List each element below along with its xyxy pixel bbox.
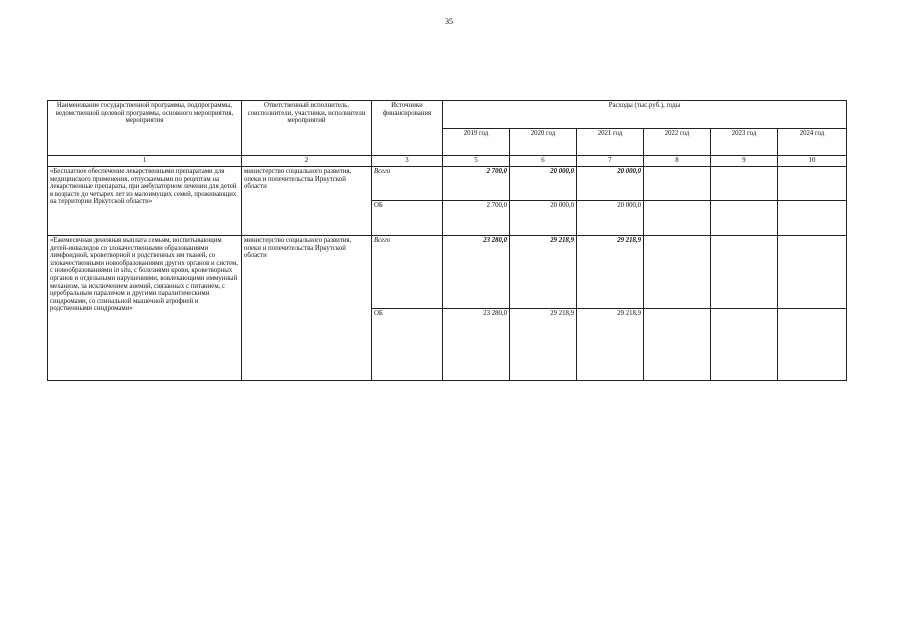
column-number: 8 <box>644 156 711 167</box>
amount-cell <box>711 309 778 381</box>
table-row <box>48 167 847 201</box>
amount-cell <box>644 309 711 381</box>
expenses-table <box>47 100 847 381</box>
amount-cell <box>778 236 847 309</box>
amount-cell <box>711 236 778 309</box>
amount-cell: 2 700,0 <box>443 167 510 201</box>
header-year: 2023 год <box>711 129 778 156</box>
table-row <box>48 236 847 309</box>
amount-cell: 23 280,0 <box>443 309 510 381</box>
column-number: 2 <box>242 156 372 167</box>
header-year: 2020 год <box>510 129 577 156</box>
funding-source-total: Всего <box>372 236 443 309</box>
amount-cell <box>711 167 778 201</box>
amount-cell <box>778 309 847 381</box>
column-number: 9 <box>711 156 778 167</box>
header-year: 2024 год <box>778 129 847 156</box>
header-row-1 <box>48 101 847 129</box>
funding-source-ob: ОБ <box>372 201 443 236</box>
column-number: 1 <box>48 156 242 167</box>
header-year: 2019 год <box>443 129 510 156</box>
amount-cell: 29 218,9 <box>577 236 644 309</box>
amount-cell <box>644 236 711 309</box>
header-executor: Ответственный исполнитель, соисполнители, участники, исполнители мероприятий <box>242 101 372 156</box>
measure-name: «Ежемесячная денежная выплата семьям, воспитывающим детей-инвалидов со злокачественными образованиями лимфоидной, кроветворной и родственных им тканей, со злокачественными новообразованиями других органов и систем, с новообразованиями in situ, с болезнями крови, кроветворных органов и отдельными нарушениями, вовлекающими иммунный механизм, за исключением анемий, связанных с питанием, с церебральным параличом и другими паралитическими синдромами, со спинальной мышечной атрофией и родственными синдромами» <box>48 236 242 381</box>
column-number: 6 <box>510 156 577 167</box>
column-number-row <box>48 156 847 167</box>
column-number: 3 <box>372 156 443 167</box>
amount-cell <box>778 167 847 201</box>
amount-cell: 23 280,0 <box>443 236 510 309</box>
amount-cell: 20 000,0 <box>577 201 644 236</box>
measure-executor: министерство социального развития, опеки и попечительства Иркутской области <box>242 236 372 381</box>
amount-cell: 29 218,9 <box>577 309 644 381</box>
amount-cell: 20 000,0 <box>510 201 577 236</box>
header-expenses: Расходы (тыс.руб.), годы <box>443 101 847 129</box>
column-number: 10 <box>778 156 847 167</box>
amount-cell: 2 700,0 <box>443 201 510 236</box>
amount-cell: 20 000,0 <box>510 167 577 201</box>
amount-cell: 20 000,0 <box>577 167 644 201</box>
column-number: 7 <box>577 156 644 167</box>
amount-cell <box>778 201 847 236</box>
amount-cell: 29 218,9 <box>510 309 577 381</box>
page-number: 35 <box>445 17 453 26</box>
amount-cell: 29 218,9 <box>510 236 577 309</box>
column-number: 5 <box>443 156 510 167</box>
header-year: 2022 год <box>644 129 711 156</box>
amount-cell <box>644 201 711 236</box>
header-year: 2021 год <box>577 129 644 156</box>
header-funding-source: Источники финансирования <box>372 101 443 156</box>
measure-executor: министерство социального развития, опеки и попечительства Иркутской области <box>242 167 372 236</box>
funding-source-total: Всего <box>372 167 443 201</box>
funding-source-ob: ОБ <box>372 309 443 381</box>
header-program-name: Наименование государственной программы, подпрограммы, ведомственной целевой программы, основного мероприятия, мероприятия <box>48 101 242 156</box>
measure-name: «Бесплатное обеспечение лекарственными препаратами для медицинского применения, отпускаемыми по рецептам на лекарственные препараты, при амбулаторном лечении для детей в возрасте до четырех лет из малоимущих семей, проживающих на территории Иркутской области» <box>48 167 242 236</box>
amount-cell <box>711 201 778 236</box>
amount-cell <box>644 167 711 201</box>
